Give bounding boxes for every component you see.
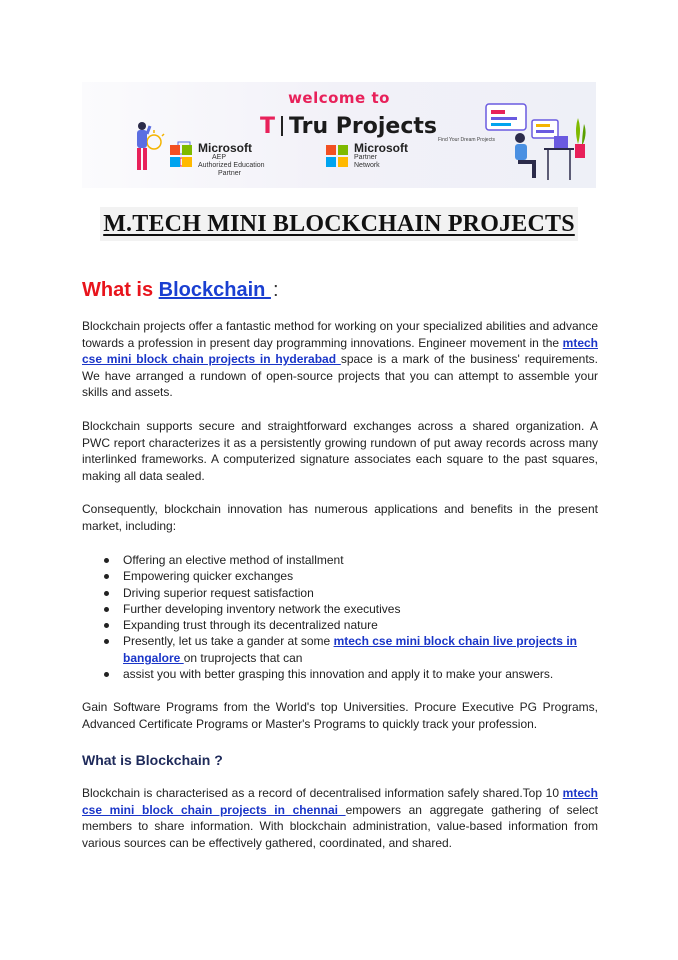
list-item: Driving superior request satisfaction	[104, 585, 598, 601]
programs-paragraph: Gain Software Programs from the World's top Universities. Procure Executive PG Programs, Advanced Certificate Programs or Master's Programs to quickly track your profession.	[82, 700, 598, 731]
heading-colon: :	[272, 279, 279, 301]
developer-desk-illustration	[472, 94, 590, 186]
bullet-icon	[104, 623, 109, 628]
microsoft-partner-badge	[326, 142, 408, 170]
microsoft-logo-icon	[326, 145, 348, 167]
paragraph-text: Blockchain projects offer a fantastic method for working on your specialized abilities and advance towards a profession in present day programming innovations. Engineer movement in the	[82, 319, 598, 350]
page-title: M.TECH MINI BLOCKCHAIN PROJECTS	[100, 207, 578, 241]
list-item: Further developing inventory network the executives	[104, 601, 598, 617]
section-heading-what-is-blockchain	[82, 276, 279, 304]
logo-divider	[281, 116, 283, 136]
logo-tagline: Find Your Dream Projects	[438, 137, 495, 143]
list-item: Offering an elective method of installment	[104, 552, 598, 568]
logo-mark: T	[260, 113, 276, 139]
hyderabad-projects-link[interactable]: mtech cse mini block chain projects in hyderabad	[82, 335, 598, 366]
welcome-text: welcome to	[288, 89, 390, 107]
applications-intro-paragraph: Consequently, blockchain innovation has numerous applications and benefits in the present market, including:	[82, 502, 598, 533]
ms2-brand: Microsoft	[354, 141, 408, 155]
definition-paragraph	[82, 785, 598, 851]
list-item: Empowering quicker exchanges	[104, 568, 598, 584]
heading-prefix: What is	[82, 279, 159, 301]
ms1-line: AEP	[212, 154, 227, 161]
bullet-icon	[104, 607, 109, 612]
bullet-icon	[104, 639, 109, 644]
paragraph-text: space is a mark of the business' requirements. We have arranged a rundown of open-source projects that you can attempt to assemble your skills and assets.	[82, 352, 598, 399]
paragraph-text: Blockchain is characterised as a record of decentralised information safely shared.Top 10	[82, 786, 563, 800]
blockchain-description-paragraph: Blockchain supports secure and straightforward exchanges across a shared organization. A PWC report characterizes it as a persistently growing rundown of put away records across many interlinked frameworks. A computerized signature associates each square to the past squares, making all data sealed.	[82, 419, 598, 483]
logo-name: Tru Projects	[289, 113, 437, 139]
bangalore-projects-link[interactable]: mtech cse mini block chain live projects in bangalore	[123, 634, 577, 665]
intro-paragraph	[82, 318, 598, 401]
benefits-list	[104, 552, 598, 682]
tru-projects-logo	[260, 114, 437, 138]
blockchain-link[interactable]: Blockchain	[158, 279, 271, 301]
bullet-icon	[104, 672, 109, 677]
microsoft-aep-badge	[170, 142, 265, 178]
bullet-icon	[104, 558, 109, 563]
ms1-line: Authorized Education	[198, 162, 265, 169]
section-heading-what-is-blockchain-2: What is Blockchain ?	[82, 752, 223, 768]
ms1-line: Partner	[218, 170, 241, 177]
list-item: assist you with better grasping this innovation and apply it to make your answers.	[104, 666, 598, 682]
bullet-icon	[104, 591, 109, 596]
header-banner	[82, 82, 596, 188]
list-item: Expanding trust through its decentralized nature	[104, 617, 598, 633]
ms1-brand: Microsoft	[198, 141, 252, 155]
ms2-line: Partner	[354, 154, 377, 161]
bullet-icon	[104, 574, 109, 579]
chennai-projects-link[interactable]: mtech cse mini block chain projects in chennai	[82, 786, 598, 817]
list-item: Presently, let us take a gander at some mtech cse mini block chain live projects in bangalore on truprojects that can	[104, 633, 598, 666]
paragraph-text: empowers an aggregate gathering of select members to share information. With blockchain administration, value-based information from various sources can be effectively gathered, coordinated, and shared.	[82, 802, 598, 850]
microsoft-logo-icon	[170, 145, 192, 167]
ms2-line: Network	[354, 162, 380, 169]
